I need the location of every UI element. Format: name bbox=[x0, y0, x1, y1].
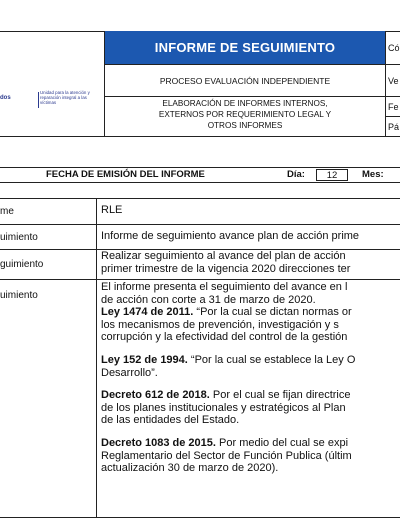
page-label: Pá bbox=[388, 122, 400, 132]
law-text: corrupción y la efectividad del control de la gestión bbox=[101, 331, 348, 344]
logo-wordmark: dos bbox=[0, 95, 11, 101]
law-title: Decreto 612 de 2018. bbox=[101, 389, 210, 402]
law-text: actualización 30 de marzo de 2020). bbox=[101, 462, 279, 475]
spacer bbox=[101, 344, 355, 354]
logo-cell bbox=[0, 31, 105, 137]
month-label: Mes: bbox=[362, 169, 384, 180]
version-label: Ve bbox=[388, 76, 399, 86]
law-text: Por medio del cual se expi bbox=[215, 436, 349, 449]
row-value-name: RLE bbox=[101, 204, 123, 216]
logo-divider bbox=[38, 92, 39, 108]
row-value-scope bbox=[101, 281, 355, 475]
procedure-line: ELABORACIÓN DE INFORMES INTERNOS, bbox=[162, 99, 328, 108]
row-label-report: uimiento bbox=[0, 232, 38, 243]
law-title: Decreto 1083 de 2015. bbox=[101, 436, 216, 449]
scope-intro-line: de acción con corte a 31 de marzo de 2020. bbox=[101, 293, 316, 306]
law-item bbox=[101, 437, 355, 475]
column-divider bbox=[96, 198, 97, 518]
law-text: “Por la cual se establece la Ley O bbox=[187, 353, 356, 366]
spacer bbox=[101, 427, 355, 437]
procedure-name bbox=[105, 98, 385, 131]
row-divider bbox=[0, 279, 400, 280]
code-cell bbox=[385, 31, 400, 65]
emission-date-label: FECHA DE EMISIÓN DEL INFORME bbox=[46, 169, 205, 180]
logo-tagline: Unidad para la atención y reparación integral a las víctimas bbox=[40, 90, 90, 105]
law-item bbox=[101, 306, 355, 344]
row-label-scope: uimiento bbox=[0, 290, 38, 301]
date-cell bbox=[385, 97, 400, 117]
law-text: Reglamentario del Sector de Función Publica (últim bbox=[101, 449, 352, 462]
law-text: Desarrollo”. bbox=[101, 366, 158, 379]
day-label: Día: bbox=[287, 169, 305, 180]
process-name: PROCESO EVALUACIÓN INDEPENDIENTE bbox=[159, 76, 331, 86]
page-cell bbox=[385, 117, 400, 137]
scope-intro-line: El informe presenta el seguimiento del avance en l bbox=[101, 281, 348, 293]
date-label: Fe bbox=[388, 102, 399, 112]
law-title: Ley 1474 de 2011. bbox=[101, 306, 194, 319]
day-value: 12 bbox=[316, 169, 348, 181]
report-title: INFORME DE SEGUIMIENTO bbox=[154, 40, 336, 55]
law-text: “Por la cual se dictan normas or bbox=[193, 306, 352, 319]
row-value-objective bbox=[101, 250, 350, 275]
law-text: de las entidades del Estado. bbox=[101, 414, 240, 427]
version-cell bbox=[385, 65, 400, 97]
objective-line: primer trimestre de la vigencia 2020 direcciones ter bbox=[101, 262, 351, 275]
procedure-line: EXTERNOS POR REQUERIMIENTO LEGAL Y bbox=[158, 110, 332, 119]
code-label: Có bbox=[388, 43, 400, 53]
law-text: de los planes institucionales y estratégicos al Plan bbox=[101, 401, 346, 414]
row-label-objective: guimiento bbox=[0, 259, 44, 270]
law-title: Ley 152 de 1994. bbox=[101, 353, 188, 366]
row-value-report: Informe de seguimiento avance plan de acción prime bbox=[101, 230, 360, 242]
law-item bbox=[101, 354, 355, 379]
law-text: Por el cual se fijan directrice bbox=[209, 389, 351, 402]
spacer bbox=[101, 379, 355, 389]
row-label-name: me bbox=[0, 206, 14, 217]
procedure-line: OTROS INFORMES bbox=[207, 121, 283, 130]
law-text: los mecanismos de prevención, investigación y s bbox=[101, 318, 339, 331]
row-divider bbox=[0, 224, 400, 225]
objective-line: Realizar seguimiento al avance del plan de acción bbox=[101, 250, 346, 262]
law-item bbox=[101, 389, 355, 427]
